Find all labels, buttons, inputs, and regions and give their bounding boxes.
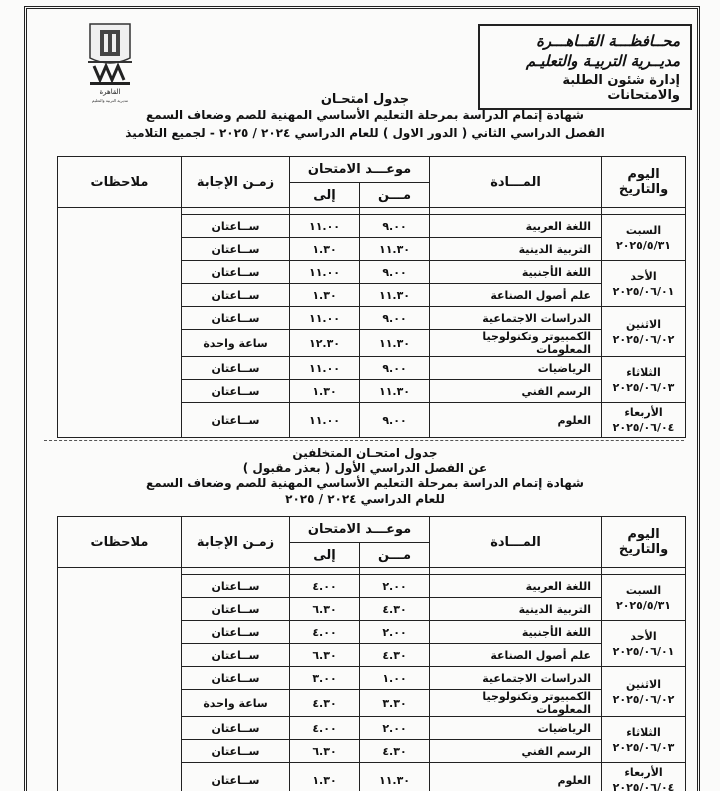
subject-cell: اللغة الأجنبية <box>430 621 602 644</box>
subject-cell: التربية الدينية <box>430 598 602 621</box>
subject-cell: الكمبيوتر وتكنولوجيا المعلومات <box>430 330 602 357</box>
subject-cell: الدراسات الاجتماعية <box>430 307 602 330</box>
subject-cell: العلوم <box>430 763 602 791</box>
subject-cell: الدراسات الاجتماعية <box>430 667 602 690</box>
to-cell: ١.٣٠ <box>290 380 360 403</box>
from-cell: ٤.٣٠ <box>360 644 430 667</box>
certificate-title: شهادة إتمام الدراسة بمرحلة التعليم الأساسي المهنية للصم وضعاف السمع <box>146 108 584 122</box>
duration-cell: ســاعتان <box>182 575 290 598</box>
logo-caption: القاهرة <box>99 88 121 96</box>
to-cell: ١.٣٠ <box>290 763 360 791</box>
subject-cell: الرسم الفني <box>430 380 602 403</box>
term-title: الفصل الدراسي الثاني ( الدور الاول ) للعام الدراسي ٢٠٢٤ / ٢٠٢٥ - لجميع التلاميذ <box>125 126 605 140</box>
day-cell: السبت ٢٠٢٥/٥/٣١ <box>602 575 686 621</box>
subject-cell: الرياضيات <box>430 357 602 380</box>
col-exam-time: موعـــد الامتحان <box>290 157 430 183</box>
to-cell: ٤.٣٠ <box>290 690 360 717</box>
subject-cell: اللغة العربية <box>430 575 602 598</box>
from-cell: ٤.٣٠ <box>360 598 430 621</box>
col-duration: زمـن الإجابة <box>182 157 290 208</box>
from-cell: ٩.٠٠ <box>360 403 430 438</box>
col-to: إلى <box>290 543 360 568</box>
from-cell: ٢.٠٠ <box>360 621 430 644</box>
duration-cell: ســاعتان <box>182 215 290 238</box>
from-cell: ٢.٠٠ <box>360 717 430 740</box>
from-cell: ١١.٣٠ <box>360 763 430 791</box>
section-divider <box>44 440 684 441</box>
to-cell: ١.٣٠ <box>290 238 360 261</box>
col-subject: المـــادة <box>430 157 602 208</box>
makeup-schedule-table <box>57 516 686 791</box>
from-cell: ٤.٣٠ <box>360 740 430 763</box>
col-notes: ملاحظات <box>58 517 182 568</box>
to-cell: ٣.٠٠ <box>290 667 360 690</box>
directorate-name: مديــرية التربيـة والتعليـم <box>525 52 680 70</box>
subject-cell: اللغة الأجنبية <box>430 261 602 284</box>
duration-cell: ســاعتان <box>182 644 290 667</box>
subject-cell: الكمبيوتر وتكنولوجيا المعلومات <box>430 690 602 717</box>
from-cell: ١١.٣٠ <box>360 284 430 307</box>
to-cell: ١٢.٣٠ <box>290 330 360 357</box>
subject-cell: التربية الدينية <box>430 238 602 261</box>
logo-subcaption: مديرية التربية والتعليم <box>91 98 129 103</box>
subject-cell: علم أصول الصناعة <box>430 284 602 307</box>
makeup-schedule-title: جدول امتحـان المتخلفين <box>292 446 438 460</box>
to-cell: ١١.٠٠ <box>290 307 360 330</box>
day-cell: الثلاثاء ٢٠٢٥/٠٦/٠٣ <box>602 357 686 403</box>
col-from: مـــن <box>360 183 430 208</box>
duration-cell: ســاعتان <box>182 238 290 261</box>
from-cell: ١.٠٠ <box>360 667 430 690</box>
day-cell: السبت ٢٠٢٥/٥/٣١ <box>602 215 686 261</box>
col-from: مـــن <box>360 543 430 568</box>
to-cell: ٤.٠٠ <box>290 621 360 644</box>
to-cell: ١.٣٠ <box>290 284 360 307</box>
day-cell: الثلاثاء ٢٠٢٥/٠٦/٠٣ <box>602 717 686 763</box>
from-cell: ٩.٠٠ <box>360 261 430 284</box>
to-cell: ١١.٠٠ <box>290 215 360 238</box>
from-cell: ٢.٠٠ <box>360 575 430 598</box>
duration-cell: ســاعتان <box>182 740 290 763</box>
duration-cell: ســاعتان <box>182 380 290 403</box>
governorate-name: محــافظـــة القــاهـــرة <box>536 32 680 50</box>
day-cell: الأحد ٢٠٢٥/٠٦/٠١ <box>602 261 686 307</box>
notes-cell <box>58 208 182 438</box>
duration-cell: ســاعتان <box>182 667 290 690</box>
duration-cell: ســاعتان <box>182 357 290 380</box>
department-name: إدارة شئون الطلبة والامتحانات <box>562 73 680 103</box>
duration-cell: ســاعتان <box>182 717 290 740</box>
col-day-date: اليوم والتاريخ <box>602 157 686 208</box>
exam-schedule-title: جدول امتحـان <box>320 92 410 107</box>
duration-cell: ســاعتان <box>182 307 290 330</box>
day-cell: الأربعاء ٢٠٢٥/٠٦/٠٤ <box>602 763 686 791</box>
exam-schedule-table <box>57 156 686 438</box>
from-cell: ١١.٣٠ <box>360 330 430 357</box>
duration-cell: ســاعتان <box>182 403 290 438</box>
col-notes: ملاحظات <box>58 157 182 208</box>
duration-cell: ســاعتان <box>182 598 290 621</box>
makeup-year-title: للعام الدراسي ٢٠٢٤ / ٢٠٢٥ <box>285 492 445 506</box>
day-cell: الاثنين ٢٠٢٥/٠٦/٠٢ <box>602 667 686 717</box>
subject-cell: الرياضيات <box>430 717 602 740</box>
to-cell: ٤.٠٠ <box>290 717 360 740</box>
duration-cell: ســاعتان <box>182 261 290 284</box>
from-cell: ٣.٣٠ <box>360 690 430 717</box>
duration-cell: ســاعتان <box>182 621 290 644</box>
subject-cell: اللغة العربية <box>430 215 602 238</box>
duration-cell: ساعة واحدة <box>182 330 290 357</box>
col-subject: المـــادة <box>430 517 602 568</box>
from-cell: ١١.٣٠ <box>360 238 430 261</box>
duration-cell: ســاعتان <box>182 284 290 307</box>
from-cell: ٩.٠٠ <box>360 215 430 238</box>
day-cell: الأحد ٢٠٢٥/٠٦/٠١ <box>602 621 686 667</box>
to-cell: ٤.٠٠ <box>290 575 360 598</box>
duration-cell: ســاعتان <box>182 763 290 791</box>
subject-cell: علم أصول الصناعة <box>430 644 602 667</box>
makeup-term-title: عن الفصل الدراسي الأول ( بعذر مقبول ) <box>242 461 488 475</box>
col-to: إلى <box>290 183 360 208</box>
day-cell: الاثنين ٢٠٢٥/٠٦/٠٢ <box>602 307 686 357</box>
subject-cell: الرسم الفني <box>430 740 602 763</box>
to-cell: ١١.٠٠ <box>290 261 360 284</box>
duration-cell: ساعة واحدة <box>182 690 290 717</box>
to-cell: ٦.٣٠ <box>290 598 360 621</box>
to-cell: ١١.٠٠ <box>290 403 360 438</box>
to-cell: ٦.٣٠ <box>290 644 360 667</box>
col-duration: زمـن الإجابة <box>182 517 290 568</box>
col-day-date: اليوم والتاريخ <box>602 517 686 568</box>
notes-cell <box>58 568 182 791</box>
subject-cell: العلوم <box>430 403 602 438</box>
to-cell: ٦.٣٠ <box>290 740 360 763</box>
day-cell: الأربعاء ٢٠٢٥/٠٦/٠٤ <box>602 403 686 438</box>
col-exam-time: موعـــد الامتحان <box>290 517 430 543</box>
from-cell: ٩.٠٠ <box>360 357 430 380</box>
to-cell: ١١.٠٠ <box>290 357 360 380</box>
from-cell: ١١.٣٠ <box>360 380 430 403</box>
from-cell: ٩.٠٠ <box>360 307 430 330</box>
makeup-certificate-title: شهادة إتمام الدراسة بمرحلة التعليم الأساسي المهنية للصم وضعاف السمع <box>146 476 584 490</box>
